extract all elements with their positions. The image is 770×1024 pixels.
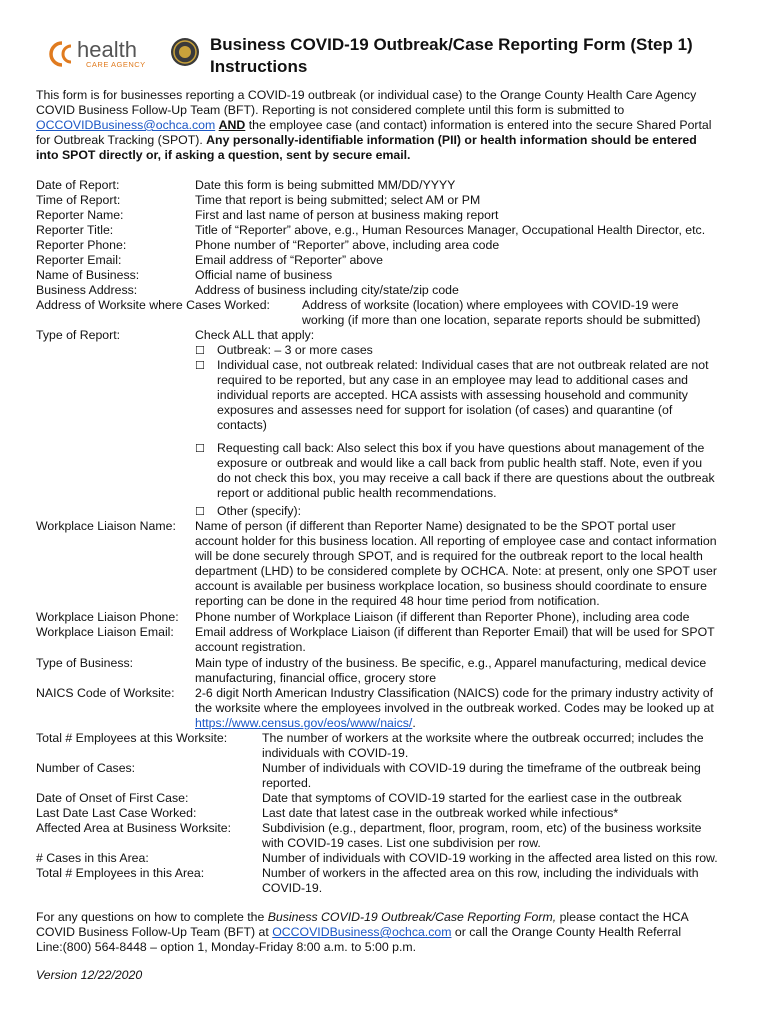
num-cases-desc-1: Number of individuals with COVID-19 during the timeframe of the outbreak being: [262, 761, 701, 775]
last-worked-label: Last Date Last Case Worked:: [36, 806, 197, 820]
logo-sub-text: CARE AGENCY: [86, 60, 146, 69]
logo-brand-text: health: [77, 37, 137, 62]
liaison-phone-label: Workplace Liaison Phone:: [36, 610, 179, 624]
reporter-email-label: Reporter Email:: [36, 253, 122, 267]
liaison-name-desc-2: account holder for this business location. All reporting of employee case and contact information: [195, 534, 717, 548]
business-type-label: Type of Business:: [36, 656, 134, 670]
business-address-label: Business Address:: [36, 283, 138, 297]
area-employees-label: Total # Employees in this Area:: [36, 866, 205, 880]
business-address-desc: Address of business including city/state/zip code: [195, 283, 459, 297]
worksite-address-desc-1: Address of worksite (location) where employees with COVID-19 were: [302, 298, 679, 312]
report-type-desc: Check ALL that apply:: [195, 328, 315, 342]
version-text: Version 12/22/2020: [36, 968, 143, 982]
naics-period: .: [412, 716, 416, 730]
onset-label: Date of Onset of First Case:: [36, 791, 189, 805]
footer-line-3: Line:(800) 564-8448 – option 1, Monday-Friday 8:00 a.m. to 5:00 p.m.: [36, 940, 417, 954]
intro-and: AND: [218, 118, 246, 132]
area-employees-desc-1: Number of workers in the affected area on this row, including the individuals with: [262, 866, 699, 880]
liaison-email-desc-2: account registration.: [195, 640, 306, 654]
business-type-desc-1: Main type of industry of the business. Be specific, e.g., Apparel manufacturing, medical device: [195, 656, 707, 670]
reporter-email-desc: Email address of “Reporter” above: [195, 253, 383, 267]
naics-link-line: [195, 716, 416, 731]
intro-line-4-b: Any personally-identifiable information (PII) or health information should be entered: [206, 133, 697, 147]
liaison-name-desc-3: will be done securely through SPOT, and is required for the outbreak report to the local health: [195, 549, 703, 563]
footer-2-b: or call the Orange County Health Referral: [451, 925, 682, 939]
intro-line-2: COVID Business Follow-Up Team (BFT). Reporting is not considered complete until this form is submitted to: [36, 103, 625, 117]
footer-form-name: Business COVID-19 Outbreak/Case Reporting Form,: [267, 910, 557, 924]
business-name-label: Name of Business:: [36, 268, 140, 282]
naics-desc-2: the worksite where the employees involved in the outbreak worked. Codes may be looked up at: [195, 701, 714, 715]
num-cases-label: Number of Cases:: [36, 761, 136, 775]
total-employees-desc-1: The number of workers at the worksite where the outbreak occurred; includes the: [262, 731, 704, 745]
naics-desc-1: 2-6 digit North American Industry Classification (NAICS) code for the primary industry activity of: [195, 686, 714, 700]
area-employees-desc-2: COVID-19.: [262, 881, 323, 895]
business-name-desc: Official name of business: [195, 268, 333, 282]
reporter-title-label: Reporter Title:: [36, 223, 114, 237]
intro-line-4: [36, 133, 697, 148]
option-individual-4: exposures and assesses need for support for isolation (of cases) and quarantine (of: [217, 403, 673, 417]
num-cases-desc-2: reported.: [262, 776, 312, 790]
total-employees-label: Total # Employees at this Worksite:: [36, 731, 228, 745]
naics-label: NAICS Code of Worksite:: [36, 686, 175, 700]
report-type-label: Type of Report:: [36, 328, 121, 342]
liaison-name-label: Workplace Liaison Name:: [36, 519, 176, 533]
time-desc: Time that report is being submitted; select AM or PM: [195, 193, 481, 207]
option-individual-5: contacts): [217, 418, 267, 432]
option-callback-2: exposure or outbreak and would like a call back from public health staff. Note, even if you: [217, 456, 703, 470]
affected-area-desc-2: with COVID-19 cases. List one subdivision per row.: [262, 836, 541, 850]
footer-1-b: please contact the HCA: [556, 910, 689, 924]
option-callback-3: do not check this box, you may receive a call back if there are questions about the outbreak: [217, 471, 715, 485]
checkbox-outbreak: ☐: [195, 344, 205, 357]
worksite-address-desc-2: working (if more than one location, separate reports should be submitted): [302, 313, 701, 327]
footer-2-a: COVID Business Follow-Up Team (BFT) at: [36, 925, 273, 939]
reporter-phone-desc: Phone number of “Reporter” above, including area code: [195, 238, 500, 252]
option-individual-2: required to be reported, but any case in an employee may lead to additional cases and: [217, 373, 688, 387]
oc-health-care-agency-logo: [44, 33, 204, 73]
intro-email-link[interactable]: OCCOVIDBusiness@ochca.com: [36, 118, 216, 132]
liaison-name-desc-5: account is available per business workplace location, so business should coordinate to ensure: [195, 579, 707, 593]
liaison-name-desc-6: reporting can be done in the required 48 hour time period from notification.: [195, 594, 600, 608]
date-label: Date of Report:: [36, 178, 120, 192]
checkbox-callback: ☐: [195, 442, 205, 455]
area-cases-label: # Cases in this Area:: [36, 851, 149, 865]
oc-health-logo-icon: [44, 33, 204, 73]
onset-desc: Date that symptoms of COVID-19 started for the earliest case in the outbreak: [262, 791, 682, 805]
reporter-name-label: Reporter Name:: [36, 208, 124, 222]
footer-1-a: For any questions on how to complete the: [36, 910, 268, 924]
checkbox-other: ☐: [195, 505, 205, 518]
footer-line-1: [36, 910, 689, 925]
form-title: [210, 34, 693, 78]
intro-line-3: [36, 118, 712, 133]
business-type-desc-2: manufacturing, financial office, grocery store: [195, 671, 437, 685]
last-worked-desc: Last date that latest case in the outbreak worked while infectious*: [262, 806, 619, 820]
option-callback-4: report or additional public health recommendations.: [217, 486, 497, 500]
time-label: Time of Report:: [36, 193, 121, 207]
intro-line-5: into SPOT directly or, if asking a question, sent by secure email.: [36, 148, 411, 162]
title-line-2: Instructions: [210, 57, 308, 76]
option-individual-3: individual reports are accepted. HCA assists with assessing household and community: [217, 388, 688, 402]
liaison-email-label: Workplace Liaison Email:: [36, 625, 174, 639]
title-line-1: Business COVID-19 Outbreak/Case Reporting Form (Step 1): [210, 35, 693, 54]
option-callback-1: Requesting call back: Also select this box if you have questions about management of the: [217, 441, 705, 455]
area-cases-desc: Number of individuals with COVID-19 working in the affected area listed on this row.: [262, 851, 718, 865]
reporter-title-desc: Title of “Reporter” above, e.g., Human Resources Manager, Occupational Health Director, etc.: [195, 223, 706, 237]
date-desc: Date this form is being submitted MM/DD/YYYY: [195, 178, 456, 192]
affected-area-label: Affected Area at Business Worksite:: [36, 821, 232, 835]
intro-line-4-a: for Outbreak Tracking (SPOT).: [36, 133, 207, 147]
reporter-name-desc: First and last name of person at business making report: [195, 208, 499, 222]
footer-line-2: [36, 925, 681, 940]
naics-link[interactable]: https://www.census.gov/eos/www/naics/: [195, 716, 413, 730]
checkbox-individual: ☐: [195, 359, 205, 372]
affected-area-desc-1: Subdivision (e.g., department, floor, program, room, etc) of the business worksite: [262, 821, 702, 835]
intro-line-3-rest: the employee case (and contact) information is entered into the secure Shared Portal: [245, 118, 712, 132]
reporter-phone-label: Reporter Phone:: [36, 238, 127, 252]
intro-line-1: This form is for businesses reporting a COVID-19 outbreak (or individual case) to the Orange County Health Care Agency: [36, 88, 697, 102]
worksite-address-label: Address of Worksite where Cases Worked:: [36, 298, 270, 312]
liaison-name-desc-1: Name of person (if different than Reporter Name) designated to be the SPOT portal user: [195, 519, 676, 533]
option-other: Other (specify):: [217, 504, 302, 518]
option-individual-1: Individual case, not outbreak related: Individual cases that are not outbreak related are not: [217, 358, 709, 372]
footer-email-link[interactable]: OCCOVIDBusiness@ochca.com: [272, 925, 452, 939]
option-outbreak: Outbreak: – 3 or more cases: [217, 343, 373, 357]
liaison-phone-desc: Phone number of Workplace Liaison (if different than Reporter Phone), including area code: [195, 610, 690, 624]
liaison-name-desc-4: department (LHD) to be considered complete by OCHCA. Note: at present, only one SPOT user: [195, 564, 717, 578]
liaison-email-desc-1: Email address of Workplace Liaison (if different than Reporter Email) that will be used for SPOT: [195, 625, 715, 639]
total-employees-desc-2: individuals with COVID-19.: [262, 746, 409, 760]
